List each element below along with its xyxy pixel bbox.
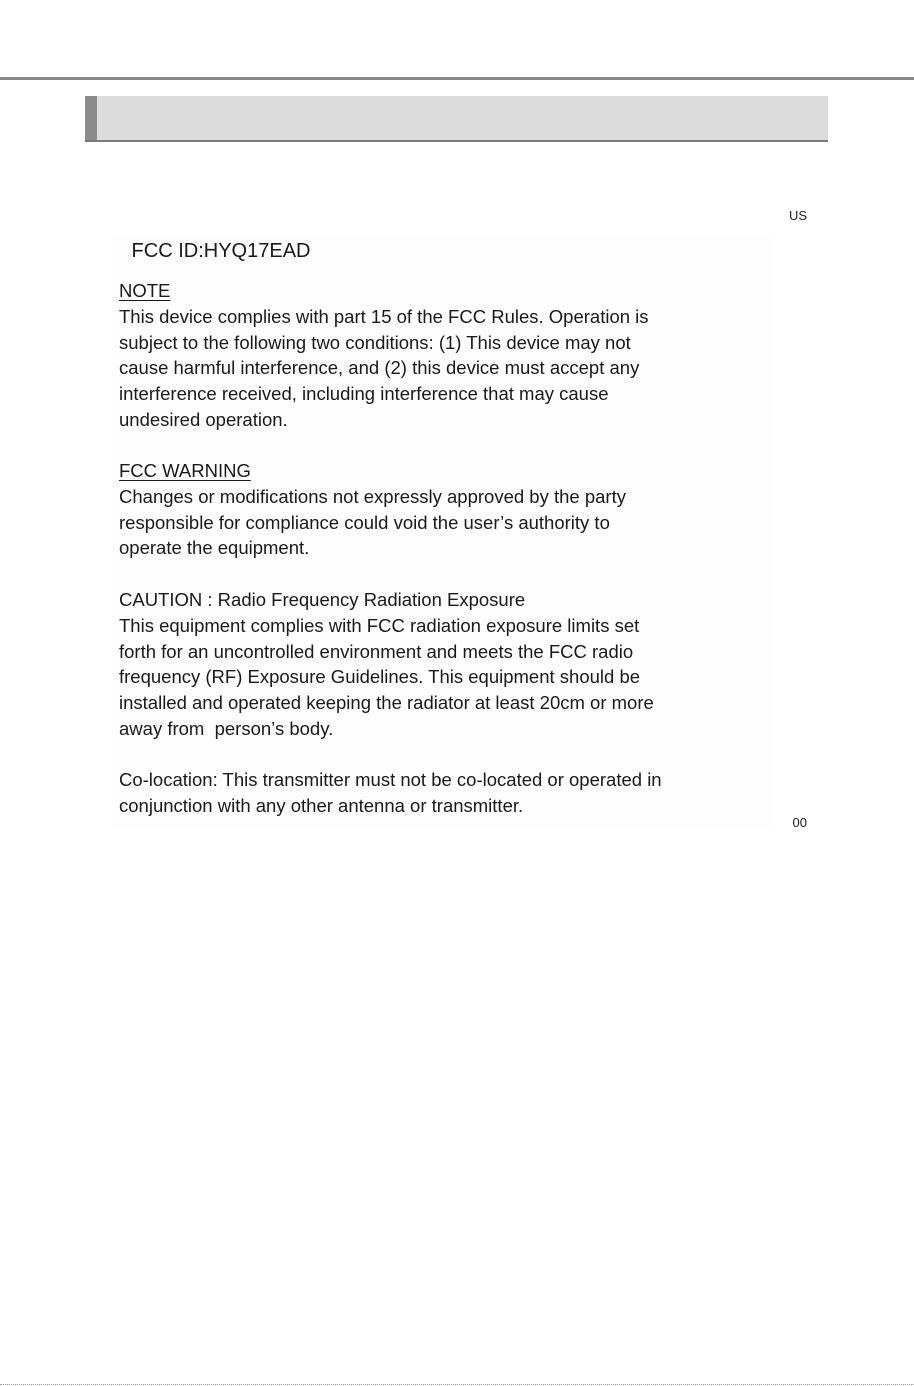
note-line: subject to the following two conditions: (1) This device may not (119, 331, 631, 353)
caution-line: installed and operated keeping the radiator at least 20cm or more (119, 692, 654, 714)
colocation-line: conjunction with any other antenna or transmitter. (119, 794, 524, 816)
page-corner-label-top: US (788, 208, 807, 223)
note-line: interference received, including interference that may cause (119, 383, 609, 405)
caution-section (119, 587, 759, 742)
page-corner-label-bottom: 00 (792, 815, 807, 830)
caution-line: forth for an uncontrolled environment and meets the FCC radio (119, 640, 634, 662)
top-rule (0, 77, 914, 80)
caution-line: This equipment complies with FCC radiation exposure limits set (119, 614, 640, 636)
note-line: This device complies with part 15 of the FCC Rules. Operation is (119, 305, 649, 327)
colocation-section (119, 767, 759, 819)
fcc-warning-line: operate the equipment. (119, 537, 310, 559)
note-section (119, 278, 759, 433)
note-heading: NOTE (119, 280, 171, 301)
fcc-warning-line: Changes or modifications not expressly approved by the party (119, 485, 626, 507)
caution-heading: CAUTION : Radio Frequency Radiation Exposure (119, 589, 526, 610)
caution-line: away from person’s body. (119, 717, 334, 739)
colocation-line: Co-location: This transmitter must not be co-located or operated in (119, 769, 662, 790)
caution-line: frequency (RF) Exposure Guidelines. This equipment should be (119, 666, 641, 688)
fcc-warning-section (119, 458, 759, 561)
fcc-warning-line: responsible for compliance could void the user’s authority to (119, 511, 610, 533)
note-line: cause harmful interference, and (2) this device must accept any (119, 357, 640, 379)
fcc-id: FCC ID:HYQ17EAD (126, 240, 311, 262)
fcc-warning-heading: FCC WARNING (119, 460, 251, 481)
bottom-rule (0, 1384, 914, 1385)
section-header-bar (85, 96, 828, 142)
note-line: undesired operation. (119, 408, 288, 430)
section-header-accent (85, 96, 97, 140)
